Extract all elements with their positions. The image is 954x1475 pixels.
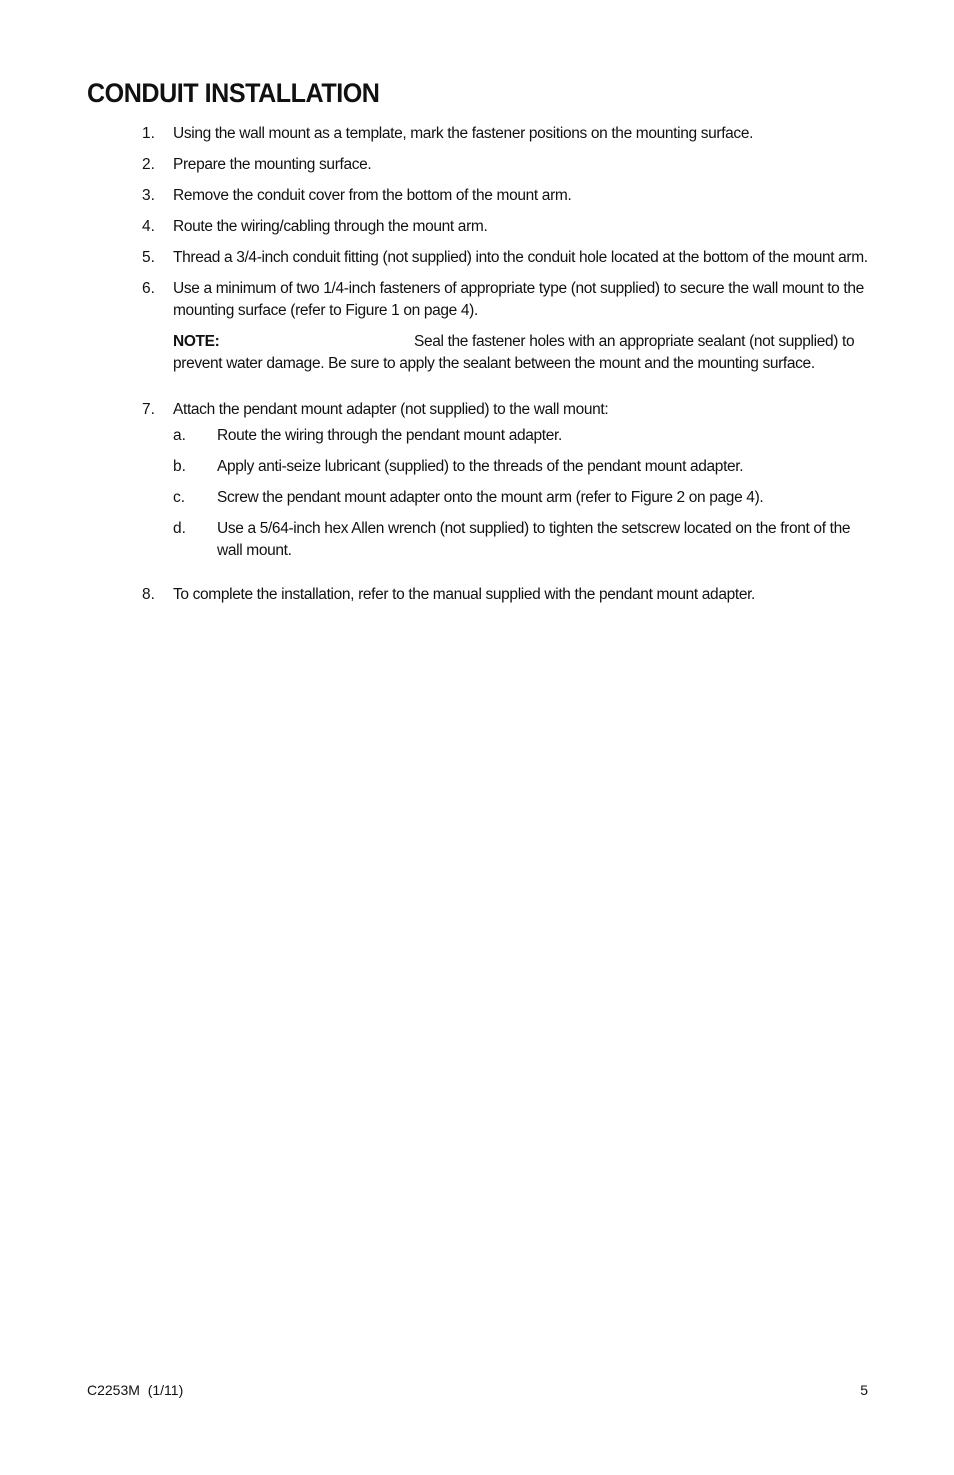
substeps-list <box>173 425 870 562</box>
substep-letter: d. <box>173 520 186 537</box>
step-item <box>142 123 870 145</box>
step-text: Route the wiring/cabling through the mount arm. <box>173 218 488 235</box>
step-text: Prepare the mounting surface. <box>173 156 372 173</box>
footer-doc-id: C2253M (1/11) <box>87 1382 184 1398</box>
note-block <box>173 331 870 375</box>
note-text: Seal the fastener holes with an appropriate sealant (not supplied) to prevent water damage. Be sure to apply the sealant between the mount and the mounting surface. <box>173 333 855 372</box>
step-item <box>142 185 870 207</box>
step-item <box>142 278 870 375</box>
substep-text: Use a 5/64-inch hex Allen wrench (not supplied) to tighten the setscrew located on the front of the wall mount. <box>217 520 851 559</box>
step-number: 7. <box>142 401 155 418</box>
footer-page-number: 5 <box>860 1382 868 1398</box>
step-item <box>142 584 870 606</box>
step-item <box>142 154 870 176</box>
substep-text: Apply anti-seize lubricant (supplied) to the threads of the pendant mount adapter. <box>217 458 744 475</box>
step-number: 6. <box>142 280 155 297</box>
step-number: 8. <box>142 586 155 603</box>
substep-item <box>173 518 870 562</box>
step-text: Remove the conduit cover from the bottom of the mount arm. <box>173 187 572 204</box>
step-item <box>142 247 870 269</box>
step-item <box>142 216 870 238</box>
substep-letter: c. <box>173 489 186 506</box>
step-item <box>142 399 870 562</box>
steps-list <box>142 123 870 615</box>
step-text: Attach the pendant mount adapter (not supplied) to the wall mount: <box>173 401 609 418</box>
substep-letter: a. <box>173 427 186 444</box>
step-text: Use a minimum of two 1/4-inch fasteners of appropriate type (not supplied) to secure the wall mount to the mounting surface (refer to Figure 1 on page 4). <box>173 280 864 319</box>
note-label: NOTE: <box>173 333 220 350</box>
page-title: CONDUIT INSTALLATION <box>87 78 380 108</box>
step-text: Thread a 3/4-inch conduit fitting (not supplied) into the conduit hole located at the bottom of the mount arm. <box>173 249 868 266</box>
step-number: 5. <box>142 249 155 266</box>
substep-item <box>173 487 870 509</box>
substep-letter: b. <box>173 458 186 475</box>
step-number: 4. <box>142 218 155 235</box>
step-text: Using the wall mount as a template, mark the fastener positions on the mounting surface. <box>173 125 754 142</box>
step-number: 1. <box>142 125 155 142</box>
step-number: 3. <box>142 187 155 204</box>
substep-text: Route the wiring through the pendant mount adapter. <box>217 427 562 444</box>
step-number: 2. <box>142 156 155 173</box>
substep-item <box>173 456 870 478</box>
substep-text: Screw the pendant mount adapter onto the mount arm (refer to Figure 2 on page 4). <box>217 489 764 506</box>
step-text: To complete the installation, refer to the manual supplied with the pendant mount adapter. <box>173 586 755 603</box>
substep-item <box>173 425 870 447</box>
